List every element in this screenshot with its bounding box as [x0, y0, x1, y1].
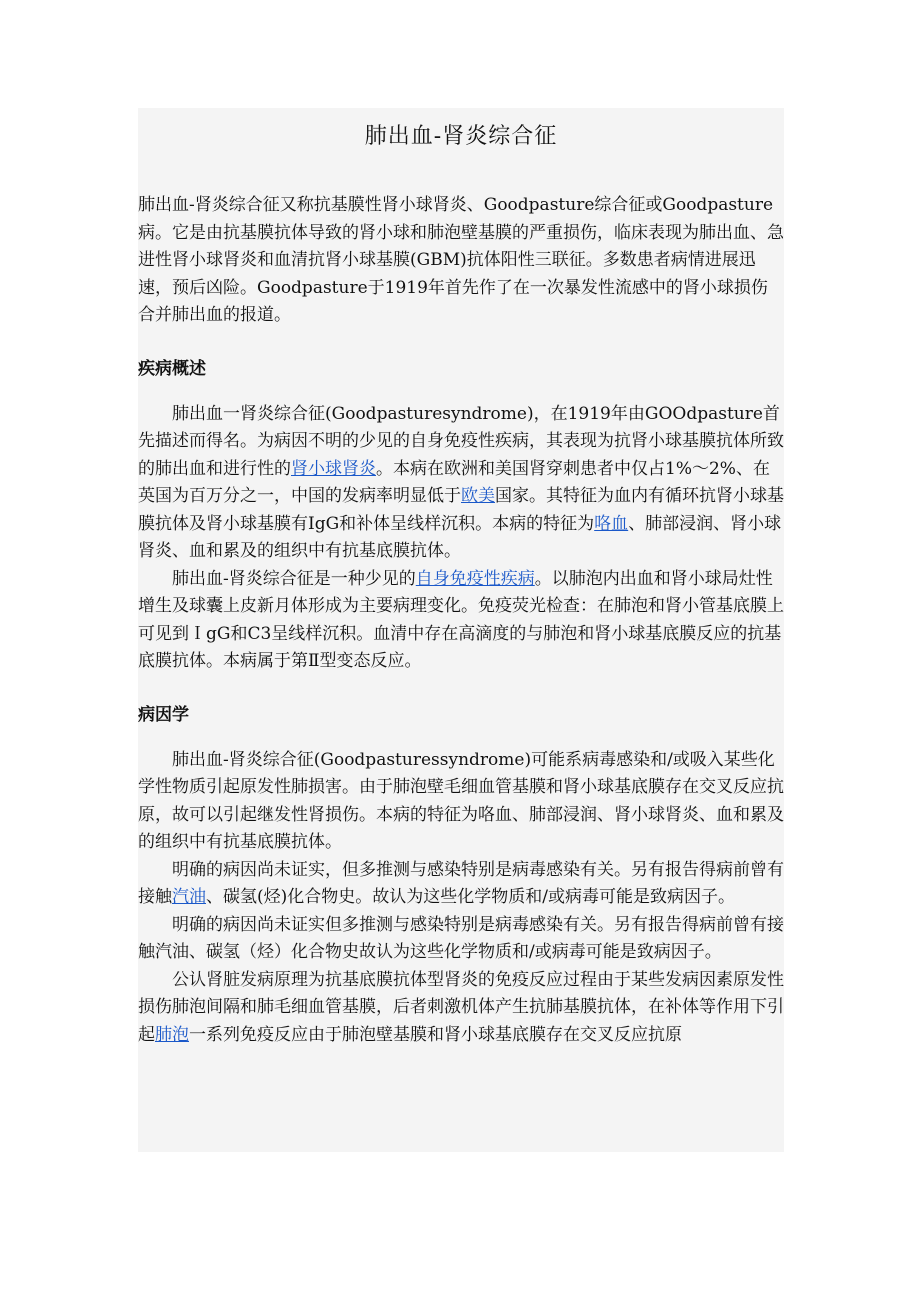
section-heading-etiology: 病因学: [138, 704, 189, 725]
etiology-paragraph-1: 肺出血-肾炎综合征(Goodpasturessyndrome)可能系病毒感染和/或吸入某些化学性物质引起原发性肺损害。由于肺泡壁毛细血管基膜和肾小球基底膜存在交叉反应抗原，故可以引起继发性肾损伤。本病的特征为咯血、肺部浸润、肾小球肾炎、血和累及的组织中有抗基底膜抗体。: [138, 749, 784, 852]
link-alveoli[interactable]: 肺泡: [155, 1024, 189, 1045]
etiology-paragraph-2: 明确的病因尚未证实，但多推测与感染特别是病毒感染有关。另有报告得病前曾有接触汽油、碳氢(烃)化合物史。故认为这些化学物质和/或病毒可能是致病因子。: [138, 859, 784, 907]
link-europe-america[interactable]: 欧美: [461, 486, 495, 506]
section-etiology-body: [138, 747, 784, 1050]
etiology-paragraph-4: 公认肾脏发病原理为抗基底膜抗体型肾炎的免疫反应过程由于某些发病因素原发性损伤肺泡间隔和肺毛细血管基膜，后者刺激机体产生抗肺基膜抗体，在补体等作用下引起肺泡一系列免疫反应由于肺泡壁基膜和肾小球基底膜存在交叉反应抗原: [138, 969, 784, 1045]
section-heading-overview: 疾病概述: [138, 358, 206, 379]
etiology-paragraph-3: 明确的病因尚未证实但多推测与感染特别是病毒感染有关。另有报告得病前曾有接触汽油、碳氢（烃）化合物史故认为这些化学物质和/或病毒可能是致病因子。: [138, 914, 784, 962]
link-hemoptysis[interactable]: 咯血: [594, 513, 629, 534]
link-autoimmune-disease[interactable]: 自身免疫性疾病: [415, 568, 535, 589]
document-page: [138, 108, 784, 1152]
overview-paragraph-1: 肺出血一肾炎综合征(Goodpasturesyndrome)，在1919年由GOOdpasture首先描述而得名。为病因不明的少见的自身免疫性疾病，其表现为抗肾小球基膜抗体所致的肺出血和进行性的肾小球肾炎。本病在欧洲和美国肾穿刺患者中仅占1%～2%、在英国为百万分之一，中国的发病率明显低于欧美国家。其特征为血内有循环抗肾小球基膜抗体及肾小球基膜有IgG和补体呈线样沉积。本病的特征为咯血、肺部浸润、肾小球肾炎、血和累及的组织中有抗基底膜抗体。: [138, 403, 784, 561]
section-overview-body: [138, 401, 784, 676]
intro-paragraph: 肺出血-肾炎综合征又称抗基膜性肾小球肾炎、Goodpasture综合征或Goodpasture病。它是由抗基膜抗体导致的肾小球和肺泡壁基膜的严重损伤，临床表现为肺出血、急进性肾小球肾炎和血清抗肾小球基膜(GBM)抗体阳性三联征。多数患者病情进展迅速，预后凶险。Goodpasture于1919年首先作了在一次暴发性流感中的肾小球损伤合并肺出血的报道。: [138, 195, 784, 325]
document-title: 肺出血-肾炎综合征: [364, 124, 558, 149]
link-glomerulonephritis[interactable]: 肾小球肾炎: [291, 458, 376, 479]
link-gasoline[interactable]: 汽油: [172, 887, 206, 907]
overview-paragraph-2: 肺出血-肾炎综合征是一种少见的自身免疫性疾病。以肺泡内出血和肾小球局灶性增生及球囊上皮新月体形成为主要病理变化。免疫荧光检查：在肺泡和肾小管基底膜上可见到ＩgG和C3呈线样沉积。血清中存在高滴度的与肺泡和肾小球基底膜反应的抗基底膜抗体。本病属于第Ⅱ型变态反应。: [138, 568, 784, 671]
